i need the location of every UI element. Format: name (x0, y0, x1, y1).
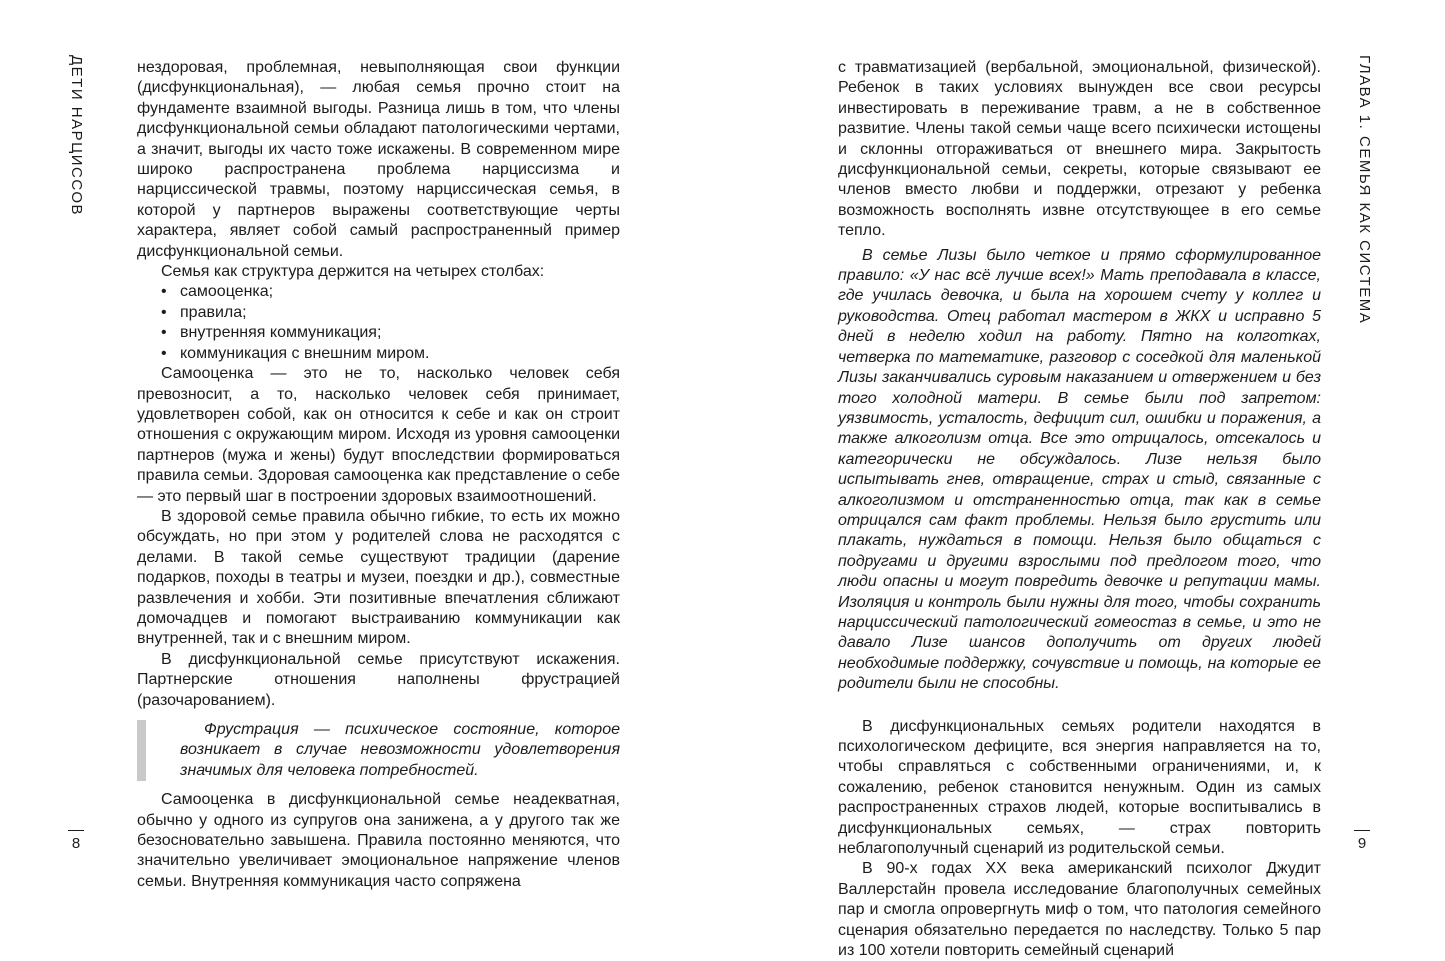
body-paragraph: Самооценка — это не то, насколько человек себя превозносит, а то, насколько человек себя принимает, удовлетворен собой, как он относится к себе и как он строит отношения с окружающим миром. Исходя из уровня самооценки партнеров (мужа и жены) будут впоследствии формироваться правила семьи. Здоровая самооценка как представление о себе — это первый шаг в построении здоровых взаимоотношений. (137, 365, 620, 505)
quote-bar (137, 720, 146, 781)
body-paragraph: нездоровая, проблемная, невыполняющая свои функции (дисфункциональная), — любая семья прочно стоит на фундаменте взаимной выгоды. Разница лишь в том, что члены дисфункциональной семьи обладают патологическими чертами, а значит, выгоды их часто тоже искажены. В современном мире широко распространена проблема нарциссизма и нарциссической травмы, поэтому нарциссическая семья, в которой у партнеров выражены соответствующие черты характера, являет собой самый распространенный пример дисфункциональной семьи. (137, 59, 620, 260)
list-item-text: самооценка; (180, 283, 274, 301)
page-number-right (1352, 830, 1372, 852)
body-paragraph: Семья как структура держится на четырех столбах: (161, 263, 545, 281)
list-item-text: внутренняя коммуникация; (180, 324, 382, 342)
page-number-left (66, 830, 86, 852)
bullet-icon: • (161, 344, 167, 362)
body-paragraph: Самооценка в дисфункциональной семье неадекватная, обычно у одного из супругов она занижена, а у другого так же безосновательно завышена. Правила постоянно меняются, что значительно увеличивает эмоциональное напряжение членов семьи. Внутренняя коммуникация часто сопряжена (137, 791, 620, 890)
body-paragraph: В дисфункциональной семье присутствуют искажения. Партнерские отношения наполнены фрустрацией (разочарованием). (137, 650, 620, 709)
definition-quote (137, 720, 620, 781)
bullet-icon: • (161, 324, 167, 342)
body-paragraph: В дисфункциональных семьях родители находятся в психологическом дефиците, вся энергия направляется на то, чтобы справляться с собственными ограничениями, и, к сожалению, ребенок становится ненужным. Один из самых распространенных страхов людей, которые воспитывались в дисфункциональных семьях, — страх повторить неблагополучный сценарий из родительской семьи. (838, 717, 1321, 858)
list-item (137, 303, 620, 323)
page-number-rule (1354, 830, 1370, 831)
list-item (137, 344, 620, 364)
bullet-icon: • (161, 283, 167, 301)
list-item (137, 282, 620, 302)
list-item-text: коммуникация с внешним миром. (180, 344, 430, 362)
page-number-value: 8 (71, 835, 81, 852)
running-head-left: ДЕТИ НАРЦИССОВ (68, 55, 85, 217)
quote-text: Фрустрация — психическое состояние, которое возникает в случае невозможности удовлетворения значимых для человека потребностей. (180, 721, 620, 779)
bullet-icon: • (161, 303, 167, 321)
list-item (137, 323, 620, 343)
body-paragraph: В 90-х годах XX века американский психолог Джудит Валлерстайн провела исследование благополучных семейных пар и смогла опровергнуть миф о том, что патология семейного сценария обязательно передается по наследству. Только 5 пар из 100 хотели повторить семейный сценарий (838, 860, 1321, 960)
left-page-text (137, 58, 620, 892)
body-paragraph: с травматизацией (вербальной, эмоциональной, физической). Ребенок в таких условиях вынужден все свои ресурсы инвестировать в переживание травм, а не в собственное развитие. Члены такой семьи чаще всего психически истощены и склонны отгораживаться от внешнего мира. Закрытость дисфункциональной семьи, секреты, которые связывают ее членов вместо любви и поддержки, отрезают у ребенка возможность восполнять извне отсутствующее в его семье тепло. (838, 59, 1321, 240)
right-page-text (838, 58, 1321, 961)
running-head-right: ГЛАВА 1. СЕМЬЯ КАК СИСТЕМА (1356, 55, 1373, 325)
page-number-value: 9 (1357, 835, 1367, 852)
list-item-text: правила; (180, 303, 247, 321)
body-paragraph: В здоровой семье правила обычно гибкие, то есть их можно обсуждать, но при этом у родителей слова не расходятся с делами. В такой семье существуют традиции (дарение подарков, походы в театры и музеи, поездки и др.), совместные развлечения и хобби. Эти позитивные впечатления сближают домочадцев и помогают выстраиванию коммуникации как внутренней, так и с внешним миром. (137, 507, 620, 648)
page-number-rule (68, 830, 84, 831)
case-story-paragraph: В семье Лизы было четкое и прямо сформулированное правило: «У нас всё лучше всех!» Мать преподавала в классе, где училась девочка, и была на хорошем счету у коллег и руководства. Отец работал мастером в ЖКХ и исправно 5 дней в неделю ходил на работу. Пятно на колготках, четверка по математике, разговор с соседкой для маленькой Лизы заканчивались суровым наказанием и отвержением и без того холодной матери. В семье были под запретом: уязвимость, усталость, дефицит сил, ошибки и поражения, а также алкоголизм отца. Все это отрицалось, отсекалось и категорически не обсуждалось. Лизе нельзя было испытывать гнев, отвращение, страх и стыд, связанные с алкоголизмом и отстраненностью отца, так как в семье отрицался сам факт проблемы. Нельзя было грустить или плакать, нуждаться в помощи. Нельзя было общаться с подругами и другими взрослыми под предлогом того, что люди опасны и могут повредить девочке и репутации мамы. Изоляция и контроль были нужны для того, чтобы сохранить нарциссический патологический гомеостаз в семье, и это не давало Лизе шансов дополучить от других людей необходимые поддержку, сочувствие и помощь, на которые ее родители были не способны. (838, 246, 1321, 693)
